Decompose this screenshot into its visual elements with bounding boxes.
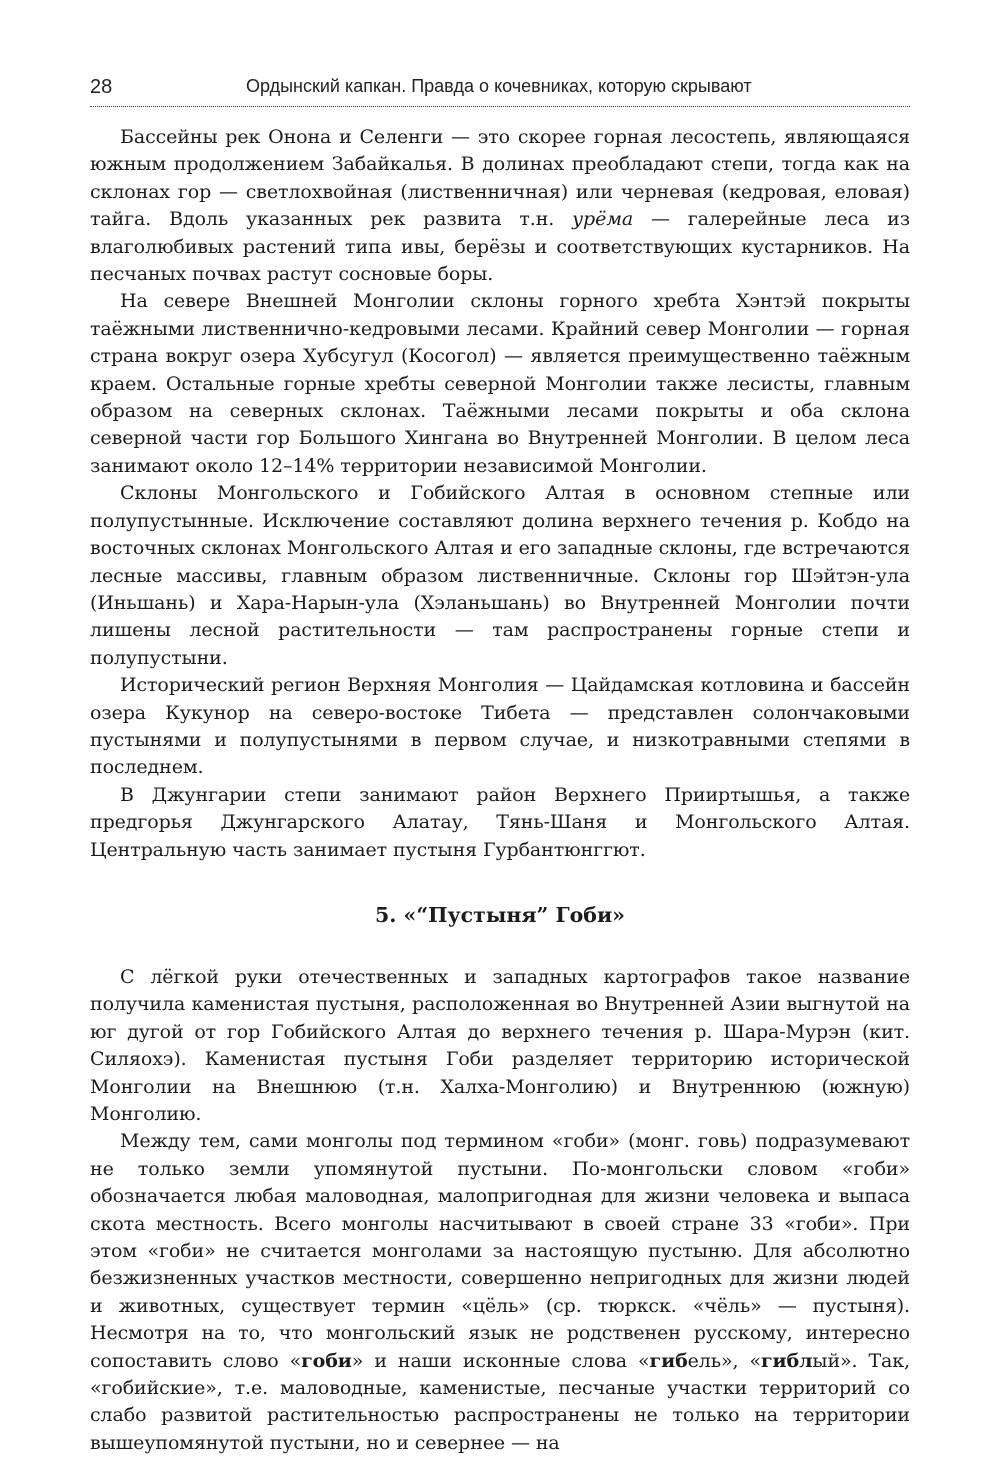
bold-word-gobi: гоби bbox=[301, 1349, 352, 1372]
paragraph-altai-slopes: Склоны Монгольского и Гобийского Алтая в основном степные или полупустынные. Исключение составляют долина верхнего течения р. Кобдо на восточных склонах Монгольского Алтая и его западные склоны, где встречаются лесные массивы, главным образом лиственничные. Склоны гор Шэйтэн-ула (Иньшань) и Хара-Нарын-ула (Хэланьшань) во Внутренней Монголии почти лишены лесной растительности — там распространены горные степи и полупустыни. bbox=[90, 482, 910, 669]
bold-word-gibl: гибл bbox=[761, 1349, 813, 1372]
paragraph-gobi-name: С лёгкой руки отечественных и западных картографов такое название получила каменистая пустыня, расположенная во Внутренней Азии выгнутой на юг дугой от гор Гобийского Алтая до верхнего течения р. Шара-Мурэн (кит. Силяохэ). Каменистая пустыня Гоби разделяет территорию исторической Монголии на Внешнюю (т.н. Халха-Монголию) и Внутреннюю (южную) Монголию. bbox=[90, 965, 910, 1125]
paragraph-upper-mongolia: Исторический регион Верхняя Монголия — Цайдамская котловина и бассейн озера Кукунор на северо-востоке Тибета — представлен солончаковыми пустынями и полупустынями в первом случае, и низкотравными степями в последнем. bbox=[90, 674, 910, 779]
paragraph-north-mongolia: На севере Внешней Монголии склоны горного хребта Хэнтэй покрыты таёжными лиственнично-кедровыми лесами. Крайний север Монголии — горная страна вокруг озера Хубсугул (Косогол) — является преимущественно таёжным краем. Остальные горные хребты северной Монголии также лесисты, главным образом на северных склонах. Таёжными лесами покрыты и оба склона северной части гор Большого Хингана во Внутренней Монголии. В целом леса занимают около 12–14% территории независимой Монголии. bbox=[90, 290, 910, 477]
paragraph-dzungaria: В Джунгарии степи занимают район Верхнего Прииртышья, а также предгорья Джунгарского Алатау, Тянь-Шаня и Монгольского Алтая. Центральную часть занимает пустыня Гурбантюнггют. bbox=[90, 783, 910, 861]
paragraph-onon-selenga: Бассейны рек Онона и Селенги — это скорее горная лесостепь, являющаяся южным продолжением Забайкалья. В долинах преобладают степи, тогда как на склонах гор — светлохвойная (лиственничная) или черневая (кедровая, еловая) тайга. Вдоль указанных рек развита т.н. урёма — галерейные леса из влаголюбивых растений типа ивы, берёзы и соответствующих кустарников. На песчаных почвах растут сосновые боры. bbox=[90, 126, 910, 286]
bold-word-gib: гиб bbox=[649, 1349, 688, 1372]
page-body bbox=[90, 124, 910, 1457]
running-title: Ордынский капкан. Правда о кочевниках, которую скрывают bbox=[246, 76, 752, 96]
term-urema: урёма bbox=[572, 208, 634, 231]
page-number: 28 bbox=[90, 76, 113, 98]
section-heading: 5. «“Пустыня” Гоби» bbox=[375, 902, 625, 927]
paragraph-gobi-meaning: Между тем, сами монголы под термином «гоби» (монг. говь) подразумевают не только земли упомянутой пустыни. По-монгольски словом «гоби» обозначается любая маловодная, малопригодная для жизни человека и выпаса скота местность. Всего монголы насчитывают в своей стране 33 «гоби». При этом «гоби» не считается монголами за настоящую пустыню. Для абсолютно безжизненных участков местности, совершенно непригодных для жизни людей и животных, существует термин «цёль» (ср. тюркск. «чёль» — пустыня). Несмотря на то, что монгольский язык не родственен русскому, интересно сопоставить слово «гоби» и наши исконные слова «гибель», «гиблый». Так, «гобийские», т.е. маловодные, каменистые, песчаные участки территорий со слабо развитой растительностью распространены не только на территории вышеупомянутой пустыни, но и севернее — на bbox=[90, 1130, 910, 1454]
running-header bbox=[90, 74, 910, 107]
